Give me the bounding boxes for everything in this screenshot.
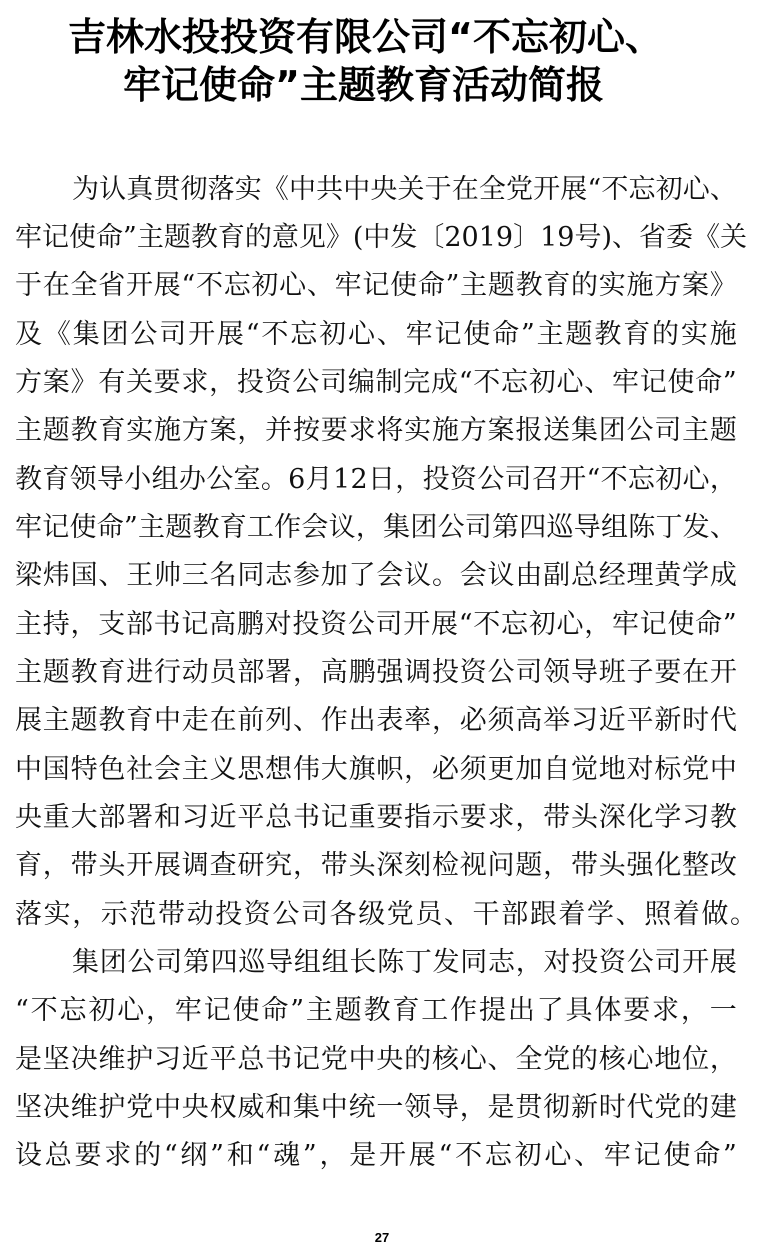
paragraph-2-line-2: “ 不 忘 初 心 ， 牢 记 使 命 ” 主 题 教 育 工 作 提 出 了 具 体 要 求 ， 一 [15, 995, 737, 1026]
document-title-line-1: 吉林水投投资有限公司“不忘初心、 [68, 15, 663, 59]
paragraph-1-line-9: 梁 炜 国 、 王 帅 三 名 同 志 参 加 了 会 议 。 会 议 由 副 总 经 理 黄 学 成 [15, 560, 737, 591]
paragraph-2-line-1: 集 团 公 司 第 四 巡 导 组 组 长 陈 丁 发 同 志 ， 对 投 资 公 司 开 展 [72, 947, 737, 978]
paragraph-1-line-6: 主 题 教 育 实 施 方 案 ， 并 按 要 求 将 实 施 方 案 报 送 集 团 公 司 主 题 [15, 415, 737, 446]
document-title-line-2: 牢记使命”主题教育活动简报 [123, 63, 604, 107]
paragraph-1-line-3: 于 在 全 省 开 展 “ 不 忘 初 心 、 牢 记 使 命 ” 主 题 教 育 的 实 施 方 案 》 [15, 270, 737, 301]
paragraph-1-line-8: 牢 记 使 命 ” 主 题 教 育 工 作 会 议 ， 集 团 公 司 第 四 巡 导 组 陈 丁 发 、 [15, 512, 737, 543]
paragraph-1-line-15: 育 ， 带 头 开 展 调 查 研 究 ， 带 头 深 刻 检 视 问 题 ， 带 头 强 化 整 改 [15, 850, 737, 881]
paragraph-1-line-1: 为 认 真 贯 彻 落 实 《 中 共 中 央 关 于 在 全 党 开 展 “ 不 忘 初 心 、 [72, 174, 737, 205]
paragraph-2-line-5: 设 总 要 求 的 “ 纲 ” 和 “ 魂 ” ， 是 开 展 “ 不 忘 初 心 、 牢 记 使 命 ” [15, 1140, 737, 1171]
paragraph-1-line-2: 牢 记 使 命 ” 主 题 教 育 的 意 见 》 ( 中 发 〔 2 0 1 9 〕 1 9 号 ) 、 省 委 《 关 [15, 222, 748, 253]
paragraph-1-line-7: 教 育 领 导 小 组 办 公 室 。 6 月 1 2 日 ， 投 资 公 司 召 开 “ 不 忘 初 心 ， [15, 464, 737, 495]
paragraph-1-line-5: 方 案 》 有 关 要 求 ， 投 资 公 司 编 制 完 成 “ 不 忘 初 心 、 牢 记 使 命 ” [15, 367, 737, 398]
paragraph-2-line-3: 是 坚 决 维 护 习 近 平 总 书 记 党 中 央 的 核 心 、 全 党 的 核 心 地 位 ， [15, 1044, 737, 1075]
paragraph-1-line-12: 展 主 题 教 育 中 走 在 前 列 、 作 出 表 率 ， 必 须 高 举 习 近 平 新 时 代 [15, 705, 737, 736]
paragraph-1-line-4: 及 《 集 团 公 司 开 展 “ 不 忘 初 心 、 牢 记 使 命 ” 主 题 教 育 的 实 施 [15, 319, 737, 350]
paragraph-1-line-10: 主 持 ， 支 部 书 记 高 鹏 对 投 资 公 司 开 展 “ 不 忘 初 心 ， 牢 记 使 命 ” [15, 609, 737, 640]
paragraph-1-line-13: 中 国 特 色 社 会 主 义 思 想 伟 大 旗 帜 ， 必 须 更 加 自 觉 地 对 标 党 中 [15, 754, 737, 785]
page-number: 27 [374, 1230, 390, 1245]
paragraph-1-line-14: 央 重 大 部 署 和 习 近 平 总 书 记 重 要 指 示 要 求 ， 带 头 深 化 学 习 教 [15, 802, 737, 833]
paragraph-1-line-16: 落实，示范带动投资公司各级党员、干部跟着学、照着做。 [15, 899, 759, 930]
paragraph-1-line-11: 主 题 教 育 进 行 动 员 部 署 ， 高 鹏 强 调 投 资 公 司 领 导 班 子 要 在 开 [15, 657, 737, 688]
paragraph-2-line-4: 坚 决 维 护 党 中 央 权 威 和 集 中 统 一 领 导 ， 是 贯 彻 新 时 代 党 的 建 [15, 1092, 737, 1123]
